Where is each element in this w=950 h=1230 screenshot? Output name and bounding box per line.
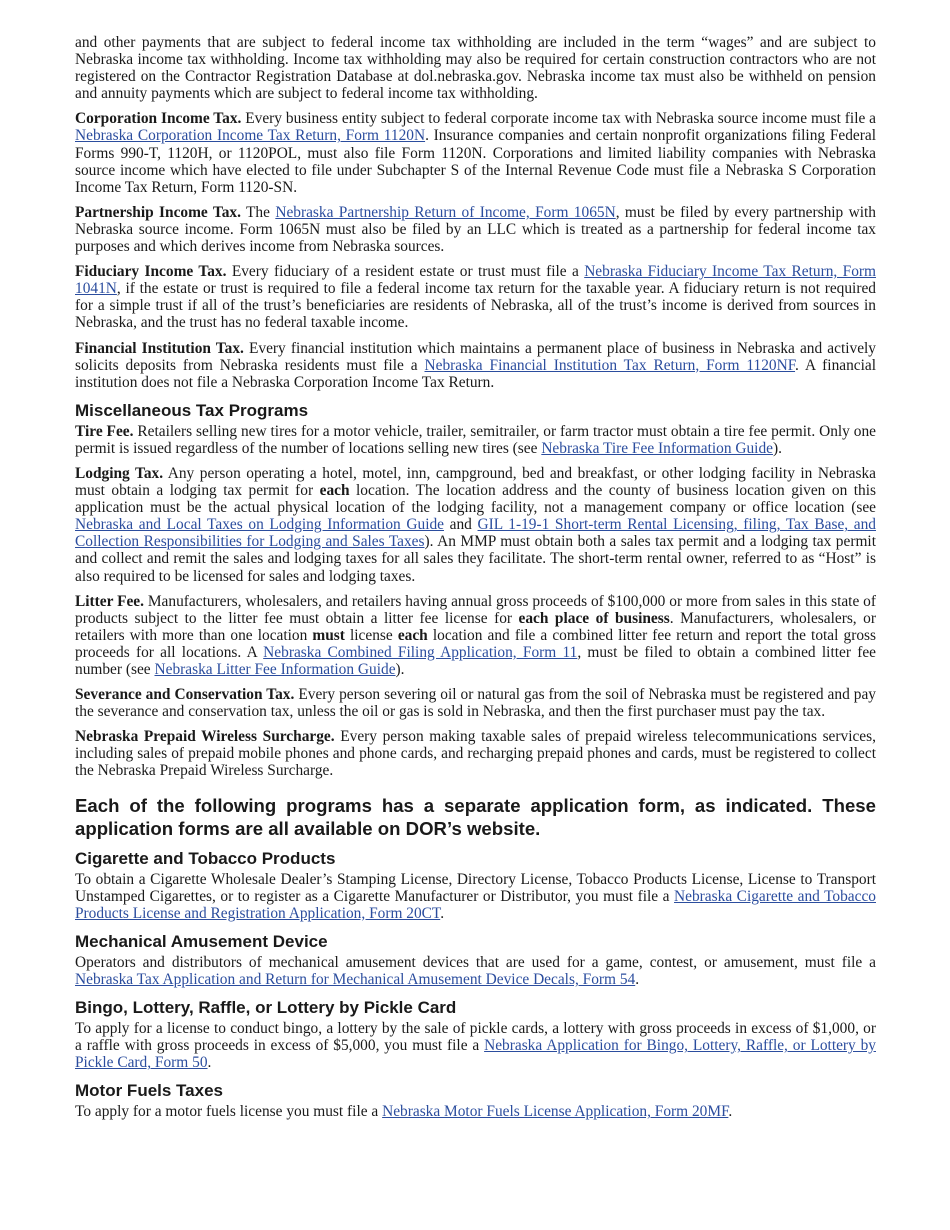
- partnership-income-tax-paragraph: [75, 204, 876, 255]
- amusement-paragraph: [75, 954, 876, 988]
- litter-text-2: . Manufacturers, wholesalers, or retailers with more than one location: [75, 609, 876, 644]
- severance-tax-paragraph: [75, 686, 876, 720]
- wireless-surcharge-paragraph: [75, 728, 876, 779]
- fiduciary-text-2: , if the estate or trust is required to file a federal income tax return for the taxable year. A fiduciary return is not required for a simple trust if all of the trust’s beneficiaries are residents of Nebraska, all of the trust’s income is derived from sources in Nebraska, and the trust has no federal taxable income.: [75, 280, 876, 332]
- form-1065n-link[interactable]: Nebraska Partnership Return of Income, Form 1065N: [275, 203, 616, 221]
- litter-fee-guide-link[interactable]: Nebraska Litter Fee Information Guide: [154, 661, 396, 678]
- lodging-text-2: location. The location address and the county of business location given on this application must be the actual physical location of the lodging facility, not a management company or office location (see: [75, 482, 876, 517]
- severance-text-1: Every person severing oil or natural gas from the soil of Nebraska must be registered and pay the severance and conservation tax, unless the oil or gas is sold in Nebraska, and then the first purchaser must pay the tax.: [75, 686, 876, 721]
- motor-fuels-heading: Motor Fuels Taxes: [75, 1081, 223, 1101]
- form-20ct-link[interactable]: Nebraska Cigarette and Tobacco Products License and Registration Application, Form 20CT: [75, 887, 876, 922]
- motor-fuels-paragraph: [75, 1103, 876, 1120]
- bingo-heading: Bingo, Lottery, Raffle, or Lottery by Pickle Card: [75, 998, 457, 1018]
- bingo-text-1: To apply for a license to conduct bingo, a lottery by the sale of pickle cards, a lottery with gross proceeds in excess of $1,000, or a raffle with gross proceeds in excess of $5,000, you must file a: [75, 1020, 876, 1055]
- bingo-paragraph: [75, 1020, 876, 1071]
- partnership-income-tax-title: Partnership Income Tax.: [75, 203, 241, 221]
- litter-fee-paragraph: [75, 593, 876, 678]
- cigarette-text-2: .: [440, 904, 445, 922]
- financial-institution-tax-paragraph: [75, 340, 876, 391]
- form-1120n-link[interactable]: Nebraska Corporation Income Tax Return, Form 1120N: [75, 127, 426, 145]
- partnership-text-2: , must be filed by every partnership with Nebraska source income. Form 1065N must also be filed by an LLC which is treated as a partnership for federal income tax purposes and which derives income from Nebraska sources.: [75, 203, 876, 256]
- corporation-text-2: . Insurance companies and certain nonprofit organizations filing Federal Forms 990-T, 1120H, or 1120POL, must also file Form 1120N. Corporations and limited liability companies with Nebraska source income which have elected to file under Subchapter S of the Internal Revenue Code must file a Nebraska S Corporation Income Tax Return, Form 1120-SN.: [75, 127, 876, 196]
- form-54-link[interactable]: Nebraska Tax Application and Return for Mechanical Amusement Device Decals, Form 54: [75, 970, 636, 988]
- partnership-text-1: The: [240, 203, 276, 221]
- wireless-surcharge-title: Nebraska Prepaid Wireless Surcharge.: [75, 728, 335, 746]
- amusement-heading: Mechanical Amusement Device: [75, 931, 328, 951]
- cigarette-heading: Cigarette and Tobacco Products: [75, 848, 336, 868]
- form-1041n-link[interactable]: Nebraska Fiduciary Income Tax Return, Form 1041N: [75, 263, 877, 298]
- fuels-text-2: .: [728, 1103, 733, 1121]
- lodging-tax-paragraph: [75, 465, 876, 585]
- amusement-text-2: .: [635, 970, 640, 988]
- tire-text-1: Retailers selling new tires for a motor vehicle, trailer, semitrailer, or farm tractor must obtain a tire fee permit. Only one permit is issued regardless of the number of locations selling new tires (see: [75, 422, 877, 457]
- lodging-guide-link[interactable]: Nebraska and Local Taxes on Lodging Information Guide: [75, 516, 444, 534]
- litter-text-1: Manufacturers, wholesalers, and retailers having annual gross proceeds of $100,000 or more from sales in this state of products subject to the litter fee must obtain a litter fee license for: [75, 592, 876, 627]
- cigarette-paragraph: [75, 871, 876, 922]
- litter-bold-each: each: [397, 626, 428, 644]
- litter-text-6: ).: [395, 661, 405, 678]
- corporation-income-tax-paragraph: [75, 110, 876, 195]
- financial-text-1: Every financial institution which maintains a permanent place of business in Nebraska and actively solicits deposits from Nebraska residents must file a: [75, 339, 876, 374]
- intro-paragraph: and other payments that are subject to federal income tax withholding are included in the term “wages” and are subject to Nebraska income tax withholding. Income tax withholding may also be required for certain construction contractors who are not registered on the Contractor Registration Database at dol.nebraska.gov. Nebraska income tax must also be withheld on pension and annuity payments which are subject to federal income tax withholding.: [75, 34, 876, 103]
- corporation-text-1: Every business entity subject to federal corporate income tax with Nebraska source income must file a: [241, 110, 877, 128]
- lodging-text-3: and: [444, 516, 478, 534]
- separate-forms-heading: Each of the following programs has a separate application form, as indicated. These application forms are all available on DOR’s website.: [75, 794, 876, 839]
- corporation-income-tax-title: Corporation Income Tax.: [75, 110, 242, 128]
- financial-institution-tax-title: Financial Institution Tax.: [75, 339, 244, 357]
- cigarette-text-1: To obtain a Cigarette Wholesale Dealer’s Stamping License, Directory License, Tobacco Products License, License to Transport Unstamped Cigarettes, or to register as a Cigarette Manufacturer or Distributor, you must file a: [75, 870, 876, 905]
- misc-tax-programs-heading: Miscellaneous Tax Programs: [75, 400, 309, 420]
- tire-fee-paragraph: [75, 423, 876, 457]
- lodging-tax-title: Lodging Tax.: [75, 464, 164, 482]
- financial-text-2: . A financial institution does not file a Nebraska Corporation Income Tax Return.: [75, 356, 877, 391]
- amusement-text-1: Operators and distributors of mechanical amusement devices that are used for a game, contest, or amusement, must file a: [75, 953, 876, 971]
- lodging-bold-each: each: [319, 482, 350, 500]
- form-50-link[interactable]: Nebraska Application for Bingo, Lottery, Raffle, or Lottery by Pickle Card, Form 50: [75, 1037, 876, 1072]
- tire-text-2: ).: [772, 439, 782, 457]
- wireless-text-1: Every person making taxable sales of prepaid wireless telecommunications services, including sales of prepaid mobile phones and phone cards, and recharging prepaid phones and cards, must be registered to collect the Nebraska Prepaid Wireless Surcharge.: [75, 728, 876, 780]
- form-1120nf-link[interactable]: Nebraska Financial Institution Tax Return, Form 1120NF: [424, 356, 796, 374]
- fiduciary-income-tax-title: Fiduciary Income Tax.: [75, 263, 227, 281]
- tire-fee-title: Tire Fee.: [75, 422, 134, 440]
- litter-text-3: license: [344, 626, 398, 644]
- fuels-text-1: To apply for a motor fuels license you must file a: [75, 1103, 383, 1121]
- gil-short-term-rental-link[interactable]: GIL 1-19-1 Short-term Rental Licensing, filing, Tax Base, and Collection Responsibilities for Lodging and Sales Taxes: [75, 516, 876, 551]
- form-11-link[interactable]: Nebraska Combined Filing Application, Form 11: [263, 643, 578, 661]
- litter-bold-each-place: each place of business: [518, 609, 670, 627]
- litter-text-4: location and file a combined litter fee return and report the total gross proceeds for all locations. A: [75, 626, 876, 661]
- fiduciary-income-tax-paragraph: [75, 263, 876, 331]
- form-20mf-link[interactable]: Nebraska Motor Fuels License Application, Form 20MF: [382, 1103, 729, 1121]
- litter-bold-must: must: [312, 626, 345, 644]
- lodging-text-1: Any person operating a hotel, motel, inn, campground, bed and breakfast, or other lodging facility in Nebraska must obtain a lodging tax permit for: [75, 464, 877, 500]
- litter-fee-title: Litter Fee.: [75, 592, 144, 610]
- fiduciary-text-1: Every fiduciary of a resident estate or trust must file a: [226, 263, 585, 281]
- severance-tax-title: Severance and Conservation Tax.: [75, 686, 295, 704]
- lodging-text-4: ). An MMP must obtain both a sales tax permit and a lodging tax permit and collect and remit the sales and lodging taxes for all sales they facilitate. The short-term rental owner, referred to as “Host” is also required to be licensed for sales and lodging taxes.: [75, 533, 876, 585]
- tire-fee-guide-link[interactable]: Nebraska Tire Fee Information Guide: [541, 439, 773, 457]
- bingo-text-2: .: [207, 1054, 212, 1072]
- litter-text-5: , must be filed to obtain a combined litter fee number (see: [75, 643, 876, 678]
